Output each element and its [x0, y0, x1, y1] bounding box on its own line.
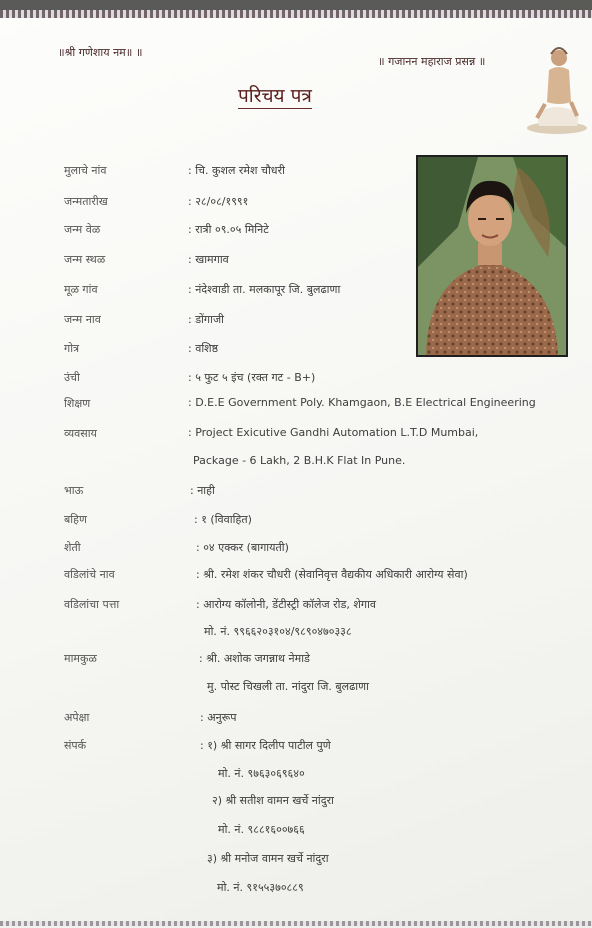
field-label: संपर्क — [64, 739, 87, 752]
field-value: Package - 6 Lakh, 2 B.H.K Flat In Pune. — [193, 454, 406, 467]
field-value: : डोंगाजी — [188, 313, 224, 326]
field-value: : ५ फुट ५ इंच (रक्त गट - B+) — [188, 371, 316, 384]
header-left-invocation: ॥श्री गणेशाय नम॥ ॥ — [58, 46, 143, 59]
field-label: व्यवसाय — [64, 427, 97, 440]
field-value: ३) श्री मनोज वामन खर्चे नांदुरा — [207, 852, 329, 865]
header-right-invocation: ॥ गजानन महाराज प्रसन्न ॥ — [378, 55, 486, 68]
field-value: मु. पोस्ट चिखली ता. नांदुरा जि. बुलढाणा — [207, 680, 369, 693]
field-label: शिक्षण — [64, 397, 91, 410]
field-label: उंची — [64, 371, 80, 384]
field-label: मुलाचे नांव — [64, 164, 107, 177]
field-value: : श्री. रमेश शंकर चौधरी (सेवानिवृत्त वैद्यकीय अधिकारी आरोग्य सेवा) — [196, 568, 468, 581]
decorative-top-border — [0, 10, 592, 18]
field-value: : वशिष्ठ — [188, 342, 219, 355]
field-label: अपेक्षा — [64, 711, 90, 724]
field-value: : २८/०८/१९९१ — [188, 195, 249, 208]
field-value: : १) श्री सागर दिलीप पाटील पुणे — [200, 739, 331, 752]
field-value: : चि. कुशल रमेश चौधरी — [188, 164, 285, 177]
field-label: जन्मतारीख — [64, 195, 108, 208]
field-label: बहिण — [64, 513, 87, 526]
field-value: मो. नं. ९७६३०६९६४० — [218, 767, 305, 780]
page-title: परिचय पत्र — [238, 85, 312, 107]
field-value: : नाही — [190, 484, 215, 497]
field-value: : नंदेश्वाडी ता. मलकापूर जि. बुलढाणा — [188, 283, 341, 296]
field-label: मूळ गांव — [64, 283, 98, 296]
field-label: भाऊ — [64, 484, 84, 497]
profile-photo-icon — [416, 155, 568, 357]
field-value: : D.E.E Government Poly. Khamgaon, B.E Electrical Engineering — [188, 396, 536, 409]
field-label: वडिलांचे नाव — [64, 568, 115, 581]
field-label: मामकुळ — [64, 652, 97, 665]
field-value: : श्री. अशोक जगन्नाथ नेमाडे — [199, 652, 310, 665]
field-label: जन्म नाव — [64, 313, 101, 326]
field-value: मो. नं. ९१५५३७०८८९ — [217, 881, 304, 894]
field-label: गोत्र — [64, 342, 80, 355]
field-value: : १ (विवाहित) — [194, 513, 252, 526]
field-value: : अनुरूप — [200, 711, 237, 724]
field-label: वडिलांचा पत्ता — [64, 598, 120, 611]
field-label: जन्म स्थळ — [64, 253, 106, 266]
field-value: : आरोग्य कॉलोनी, डेंटीस्ट्री कॉलेज रोड, शेगाव — [196, 598, 377, 611]
field-value: २) श्री सतीश वामन खर्चे नांदुरा — [212, 794, 334, 807]
field-value: : ०४ एक्कर (बागायती) — [196, 541, 289, 554]
field-value: : रात्री ०९.०५ मिनिटे — [188, 223, 269, 236]
field-value: मो. नं. ९८८१६००७६६ — [218, 823, 305, 836]
gajanan-maharaj-image-icon — [523, 40, 587, 136]
field-value: : Project Exicutive Gandhi Automation L.T.D Mumbai, — [188, 426, 479, 439]
field-label: जन्म वेळ — [64, 223, 101, 236]
field-value: मो. नं. ९९६६२०३१०४/९८९०४७०३३८ — [204, 625, 352, 638]
field-value: : खामगाव — [188, 253, 229, 266]
field-label: शेती — [64, 541, 81, 554]
decorative-bottom-border — [0, 921, 592, 926]
